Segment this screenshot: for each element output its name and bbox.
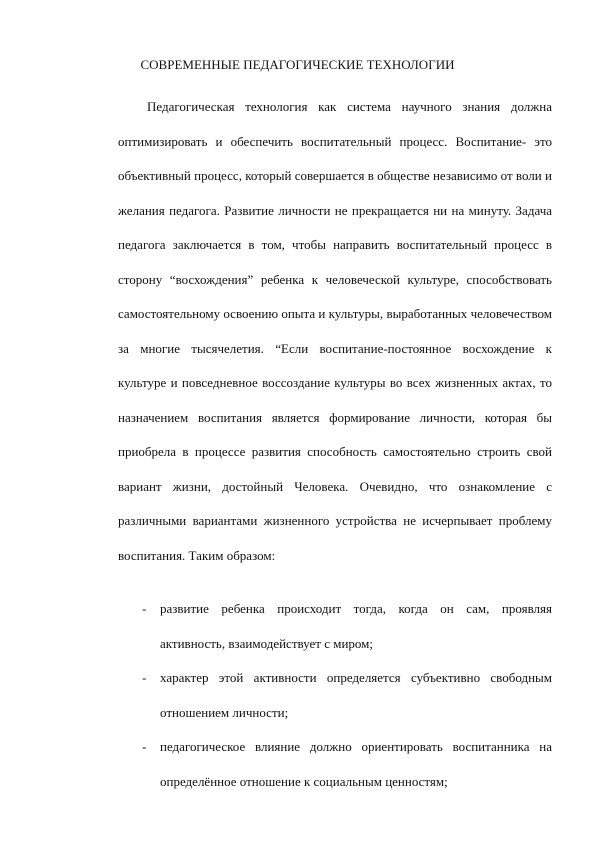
document-title: СОВРЕМЕННЫЕ ПЕДАГОГИЧЕСКИЕ ТЕХНОЛОГИИ (140, 57, 455, 72)
list-item (142, 730, 552, 799)
list-item-text: характер этой активности определяется субъективно свободным отношением личности; (160, 670, 552, 720)
dash-marker: - (142, 601, 147, 616)
bullet-list (142, 592, 552, 799)
dash-marker: - (142, 670, 147, 685)
list-item (142, 661, 552, 730)
list-item (142, 592, 552, 661)
list-item-text: развитие ребенка происходит тогда, когда он сам, проявляя активность, взаимодействует с миром; (160, 601, 552, 651)
list-item-text: педагогическое влияние должно ориентировать воспитанника на определённое отношение к социальным ценностям; (160, 739, 552, 789)
main-paragraph: Педагогическая технология как система научного знания должна оптимизировать и обеспечить воспитательный процесс. Воспитание- это объективный процесс, который совершается в обществе независимо от воли и желания педагога. Развитие личности не прекращается ни на минуту. Задача педагога заключается в том, чтобы направить воспитательный процесс в сторону “восхождения” ребенка к человеческой культуре, способствовать самостоятельному освоению опыта и культуры, выработанных человечеством за многие тысячелетия. “Если воспитание-постоянное восхождение к культуре и повседневное воссоздание культуры во всех жизненных актах, то назначением воспитания является формирование личности, которая бы приобрела в процессе развития способность самостоятельно строить свой вариант жизни, достойный Человека. Очевидно, что ознакомление с различными вариантами жизненного устройства не исчерпывает проблему воспитания. Таким образом: (118, 99, 552, 563)
dash-marker: - (142, 739, 147, 754)
